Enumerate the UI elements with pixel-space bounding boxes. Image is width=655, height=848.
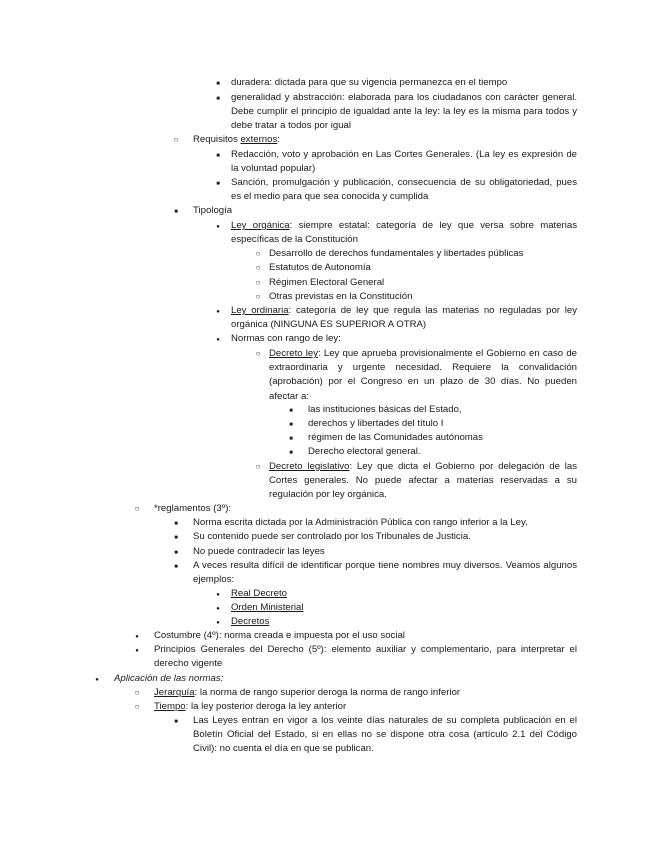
jerarquia-text: : la norma de rango superior deroga la norma de rango inferior bbox=[194, 687, 461, 698]
list-item-dl-4: Derecho electoral general. bbox=[308, 446, 421, 457]
list-item-requisitos bbox=[193, 133, 393, 147]
square-bullet-icon bbox=[171, 559, 181, 574]
list-item-jerarquia bbox=[154, 686, 574, 700]
circle-bullet-icon bbox=[253, 460, 263, 474]
square-bullet-icon bbox=[213, 148, 223, 163]
circle-bullet-icon bbox=[171, 133, 181, 147]
list-item-dl-2: derechos y libertades del título I bbox=[308, 418, 444, 429]
decreto-ley-text: : Ley que aprueba provisionalmente el Gobierno en caso de extraordinaria y urgente necesidad. Requiere la convalidación (aprobación) por el Congreso en un plazo de 30 días. No pueden afectar a: bbox=[269, 348, 577, 402]
requisitos-colon: : bbox=[277, 134, 280, 145]
ley-ordinaria-text: : categoría de ley que regula las materias no reguladas por ley orgánica (NINGUNA ES SUPERIOR A OTRA) bbox=[231, 305, 577, 331]
list-item-ley-organica bbox=[231, 219, 577, 247]
list-item-sancion: Sanción, promulgación y publicación, consecuencia de su obligatoriedad, pues es el medio para que sea conocida y cumplida bbox=[231, 177, 577, 203]
list-item-normas-rango: Normas con rango de ley: bbox=[231, 333, 341, 344]
square-bullet-icon bbox=[171, 516, 181, 531]
circle-bullet-icon bbox=[253, 290, 263, 304]
list-item-decreto-legislativo bbox=[269, 460, 577, 503]
disc-bullet-icon bbox=[213, 304, 223, 319]
disc-bullet-icon bbox=[213, 219, 223, 234]
disc-bullet-icon bbox=[92, 672, 102, 687]
list-item-dl-3: régimen de las Comunidades autónomas bbox=[308, 432, 483, 443]
list-item-dl-1: las instituciones básicas del Estado, bbox=[308, 404, 462, 415]
decreto-ley-term: Decreto ley bbox=[269, 348, 319, 359]
decreto-legislativo-text: : Ley que dicta el Gobierno por delegación de las Cortes generales. No puede afectar a materias reservadas a su regulación por ley orgánica. bbox=[269, 461, 577, 501]
circle-bullet-icon bbox=[132, 502, 142, 516]
list-item-aplicacion: Aplicación de las normas: bbox=[114, 673, 224, 684]
disc-bullet-icon bbox=[213, 587, 223, 602]
example-decretos: Decretos bbox=[231, 616, 270, 627]
list-item-tiempo bbox=[154, 700, 574, 714]
list-item-redaccion: Redacción, voto y aprobación en Las Cortes Generales. (La ley es expresión de la voluntad popular) bbox=[231, 149, 577, 175]
list-item-principios: Principios Generales del Derecho (5º): elemento auxiliar y complementario, para interpretar el derecho vigente bbox=[154, 644, 577, 670]
ley-ordinaria-term: Ley ordinaria bbox=[231, 305, 289, 316]
list-item-tipologia: Tipología bbox=[193, 205, 233, 216]
disc-bullet-icon bbox=[132, 629, 142, 644]
example-orden-ministerial: Orden Ministerial bbox=[231, 602, 304, 613]
square-bullet-icon bbox=[171, 204, 181, 219]
circle-bullet-icon bbox=[253, 247, 263, 261]
square-bullet-icon bbox=[213, 76, 223, 91]
circle-bullet-icon bbox=[132, 700, 142, 714]
list-item-lo-1: Desarrollo de derechos fundamentales y libertades públicas bbox=[269, 248, 524, 259]
list-item-duradera: duradera: dictada para que su vigencia permanezca en el tiempo bbox=[231, 77, 508, 88]
tiempo-term: Tiempo bbox=[154, 701, 186, 712]
ley-organica-term: Ley orgánica bbox=[231, 220, 290, 231]
list-item-lo-2: Estatutos de Autonomía bbox=[269, 262, 371, 273]
list-item-reg-2: Su contenido puede ser controlado por los Tribunales de Justicia. bbox=[193, 531, 471, 542]
tiempo-text: : la ley posterior deroga la ley anterior bbox=[185, 701, 347, 712]
decreto-legislativo-term: Decreto legislativo bbox=[269, 461, 350, 472]
square-bullet-icon bbox=[213, 176, 223, 191]
square-bullet-icon bbox=[286, 417, 296, 432]
list-item-generalidad: generalidad y abstracción: elaborada para los ciudadanos con carácter general. Debe cumplir el principio de igualdad ante la ley: la ley es la misma para todos y debe tratar a todos por igual bbox=[231, 92, 577, 132]
square-bullet-icon bbox=[171, 545, 181, 560]
example-real-decreto: Real Decreto bbox=[231, 588, 287, 599]
square-bullet-icon bbox=[171, 530, 181, 545]
square-bullet-icon bbox=[286, 403, 296, 418]
disc-bullet-icon bbox=[213, 601, 223, 616]
list-item-costumbre: Costumbre (4º): norma creada e impuesta por el uso social bbox=[154, 630, 405, 641]
list-item-lo-3: Régimen Electoral General bbox=[269, 277, 385, 288]
list-item-reg-3: No puede contradecir las leyes bbox=[193, 546, 325, 557]
list-item-lo-4: Otras previstas en la Constitución bbox=[269, 291, 413, 302]
circle-bullet-icon bbox=[253, 261, 263, 275]
square-bullet-icon bbox=[286, 431, 296, 446]
disc-bullet-icon bbox=[213, 615, 223, 630]
list-item-decreto-ley bbox=[269, 347, 577, 404]
disc-bullet-icon bbox=[213, 332, 223, 347]
list-item-reglamentos: *reglamentos (3º): bbox=[154, 503, 232, 514]
requisitos-term: externos bbox=[240, 134, 278, 145]
square-bullet-icon bbox=[213, 91, 223, 106]
square-bullet-icon bbox=[171, 714, 181, 729]
circle-bullet-icon bbox=[132, 686, 142, 700]
list-item-ley-ordinaria bbox=[231, 304, 577, 332]
disc-bullet-icon bbox=[132, 643, 142, 658]
jerarquia-term: Jerarquía bbox=[154, 687, 195, 698]
requisitos-label: Requisitos bbox=[193, 134, 241, 145]
ley-organica-text: : siempre estatal: categoría de ley que versa sobre materias específicas de la Constitución bbox=[231, 220, 577, 246]
circle-bullet-icon bbox=[253, 347, 263, 361]
square-bullet-icon bbox=[286, 445, 296, 460]
list-item-vigor: Las Leyes entran en vigor a los veinte días naturales de su completa publicación en el Boletín Oficial del Estado, si en ellas no se dispone otra cosa (artículo 2.1 del Código Civil): no cuenta el día en que se publican. bbox=[193, 715, 577, 755]
circle-bullet-icon bbox=[253, 276, 263, 290]
list-item-reg-1: Norma escrita dictada por la Administración Pública con rango inferior a la Ley. bbox=[193, 517, 528, 528]
list-item-reg-4: A veces resulta difícil de identificar porque tiene nombres muy diversos. Veamos algunos ejemplos: bbox=[193, 560, 577, 586]
